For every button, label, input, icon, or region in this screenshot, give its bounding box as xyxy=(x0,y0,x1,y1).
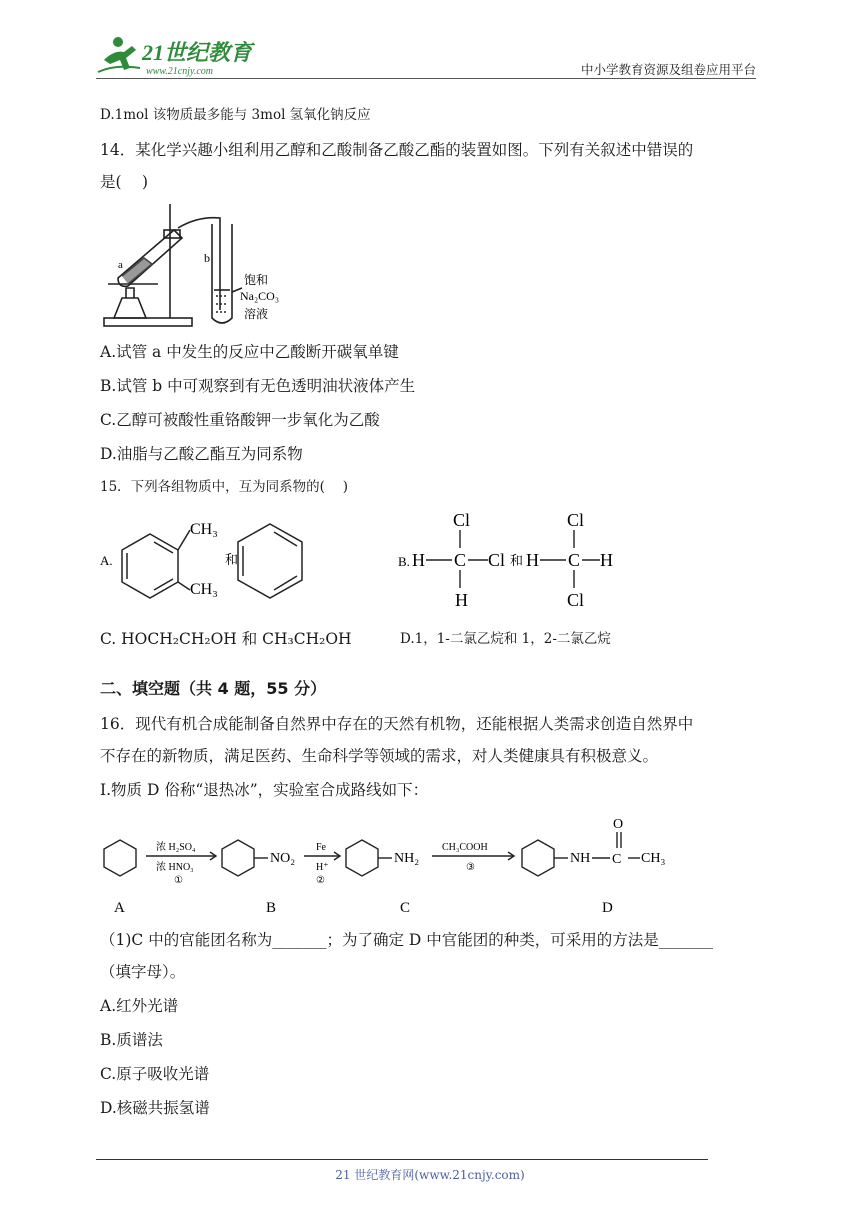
label-d: D xyxy=(602,900,613,916)
b2-cl-top: Cl xyxy=(567,510,585,530)
step2-bottom: H⁺ xyxy=(316,862,329,873)
q16-stem-line1: 16．现代有机合成能制备自然界中存在的天然有机物，还能根据人类需求创造自然界中 xyxy=(100,715,694,733)
label-b: b xyxy=(204,251,210,265)
a-ch3-bottom: CH₃ xyxy=(190,581,218,598)
c-nh2: NH₂ xyxy=(394,851,420,866)
logo-url: www.21cnjy.com xyxy=(146,66,214,77)
label-na2co3: Na₂CO₃ xyxy=(240,289,280,303)
ring-b xyxy=(222,840,254,876)
q15-a-label: A. xyxy=(100,553,113,568)
b1-h-bottom: H xyxy=(455,590,468,610)
b2-c: C xyxy=(568,550,581,570)
o-xylene-ring xyxy=(122,530,190,598)
footer-text: 21 世纪教育网(www.21cnjy.com) xyxy=(335,1168,525,1182)
label-b: B xyxy=(266,900,277,916)
step2-num: ② xyxy=(316,875,325,886)
step3-num: ③ xyxy=(466,862,475,873)
q14-option-b: B.试管 b 中可观察到有无色透明油状液体产生 xyxy=(100,377,416,395)
q16-option-c: C.原子吸收光谱 xyxy=(100,1065,210,1083)
b2-h-left: H xyxy=(526,550,539,570)
a-ch3-top: CH₃ xyxy=(190,521,218,538)
step1-bottom: 浓 HNO₃ xyxy=(156,862,194,873)
d-c: C xyxy=(612,852,622,867)
label-a: a xyxy=(118,259,123,271)
d-o: O xyxy=(613,817,624,832)
b2-h-right: H xyxy=(600,550,613,570)
q14-stem-line1: 14．某化学兴趣小组利用乙醇和乙酸制备乙酸乙酯的装置如图。下列有关叙述中错误的 xyxy=(100,141,694,159)
b1-c: C xyxy=(454,550,467,570)
q15-option-a-structures xyxy=(98,504,338,614)
q16-option-d: D.核磁共振氢谱 xyxy=(100,1099,210,1117)
b2-cl-bottom: Cl xyxy=(567,590,585,610)
ring-d xyxy=(522,840,554,876)
benzene-ring xyxy=(238,524,302,598)
q15-b-label: B. xyxy=(398,554,410,569)
q13-option-d: D.1mol 该物质最多能与 3mol 氢氧化钠反应 xyxy=(100,107,371,123)
d-nh: NH xyxy=(570,851,591,866)
ring-c xyxy=(346,840,378,876)
q16-sub1-line1: （1)C 中的官能团名称为_______；为了确定 D 中官能团的种类，可采用的方法是_______ xyxy=(100,931,713,949)
b-no2: NO₂ xyxy=(270,851,296,866)
footer-rule xyxy=(96,1159,708,1160)
header-logo xyxy=(96,34,266,78)
label-c: C xyxy=(400,900,411,916)
ring-a xyxy=(104,840,136,876)
q14-stem-line2: 是( ) xyxy=(100,173,149,191)
q14-apparatus-figure xyxy=(98,200,298,334)
section2-title: 二、填空题（共 4 题，55 分） xyxy=(100,679,327,698)
q16-option-b: B.质谱法 xyxy=(100,1031,163,1049)
d-ch3: CH₃ xyxy=(641,851,666,866)
step3-top: CH₃COOH xyxy=(442,842,488,853)
q15-option-c: C. HOCH₂CH₂OH 和 CH₃CH₂OH xyxy=(100,630,352,648)
q15-option-b-structures xyxy=(396,506,636,614)
header-rule xyxy=(96,78,756,79)
runner-logo-icon xyxy=(98,37,140,72)
q16-sub1-line2: （填字母）。 xyxy=(100,963,186,981)
b1-cl-right: Cl xyxy=(488,550,506,570)
q14-option-d: D.油脂与乙酸乙酯互为同系物 xyxy=(100,445,303,463)
q14-option-a: A.试管 a 中发生的反应中乙酸断开碳氧单键 xyxy=(100,343,399,361)
q15-stem: 15．下列各组物质中，互为同系物的( ) xyxy=(100,479,349,495)
b1-cl-top: Cl xyxy=(453,510,471,530)
header-right-text: 中小学教育资源及组卷应用平台 xyxy=(580,62,756,77)
b1-h-left: H xyxy=(412,550,425,570)
step2-top: Fe xyxy=(316,842,326,853)
step1-top: 浓 H₂SO₄ xyxy=(156,842,196,853)
q15-a-and: 和 xyxy=(225,552,239,567)
logo-text: 21世纪教育 xyxy=(142,40,253,65)
synthesis-route xyxy=(98,812,698,918)
step1-num: ① xyxy=(174,875,183,886)
b-and: 和 xyxy=(510,553,524,568)
q16-option-a: A.红外光谱 xyxy=(100,997,179,1015)
q15-option-d: D.1，1-二氯乙烷和 1，2-二氯乙烷 xyxy=(400,631,611,647)
label-a: A xyxy=(114,900,125,916)
label-solution: 溶液 xyxy=(244,307,269,321)
q16-part1: Ⅰ.物质 D 俗称“退热冰”，实验室合成路线如下： xyxy=(100,781,429,799)
label-saturated: 饱和 xyxy=(244,273,269,287)
q14-option-c: C.乙醇可被酸性重铬酸钾一步氧化为乙酸 xyxy=(100,411,380,429)
q16-stem-line2: 不存在的新物质，满足医药、生命科学等领域的需求，对人类健康具有积极意义。 xyxy=(100,747,659,765)
